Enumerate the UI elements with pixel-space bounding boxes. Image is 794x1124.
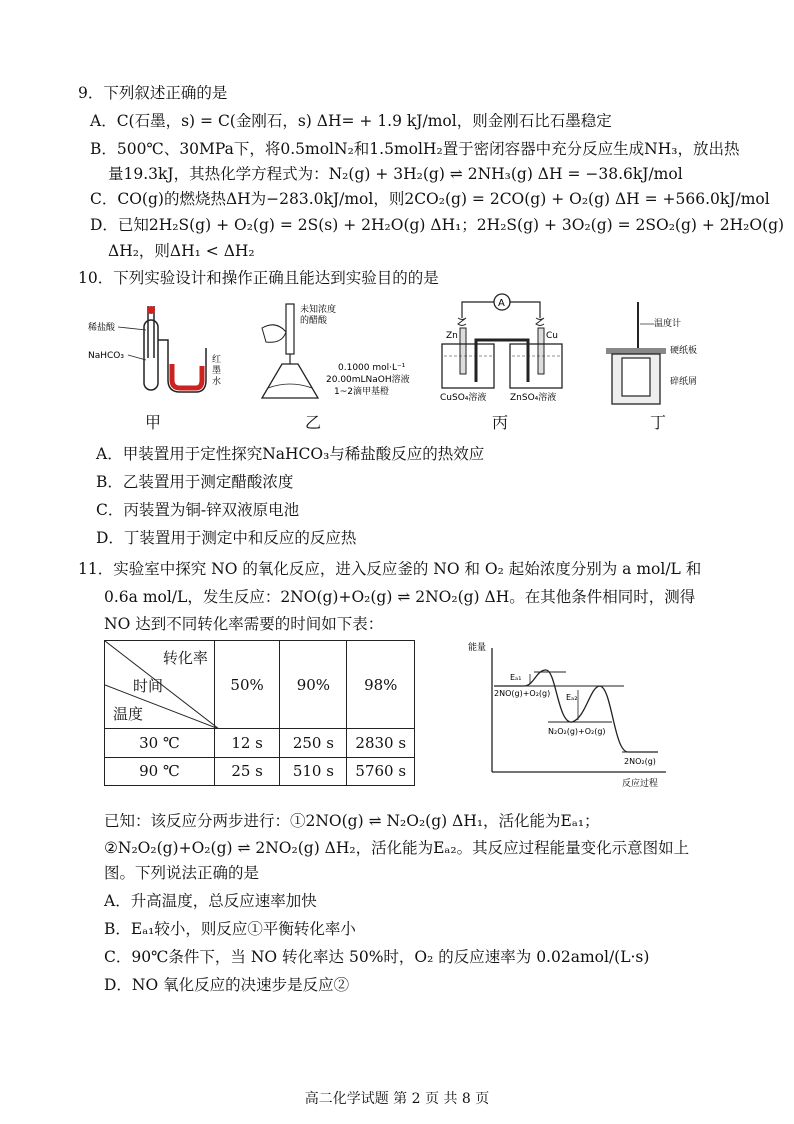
q9-option-d-line1: D．已知2H₂S(g) + O₂(g) = 2S(s) + 2H₂O(g) ΔH₁；2H₂S(g) + 3O₂(g) = 2SO₂(g) + 2H₂O(g): [90, 216, 785, 234]
beaker-right: [510, 344, 562, 388]
row-temp: 90 ℃: [105, 757, 215, 786]
ea1-label: Eₐ₁: [510, 673, 522, 682]
header-time: 时间: [133, 677, 164, 695]
header-conversion: 转化率: [162, 649, 208, 667]
label-acetic-acid: 的醋酸: [300, 316, 328, 326]
conversion-time-table: [104, 640, 415, 786]
q9-option-d-line2: ΔH₂，则ΔH₁ < ΔH₂: [108, 242, 255, 260]
table-row: [105, 757, 415, 786]
q9-option-b-line1: B．500℃、30MPa下，将0.5molN₂和1.5molH₂置于密闭容器中充分反应生成NH₃，放出热: [90, 140, 740, 158]
q9-option-c: C．CO(g)的燃烧热ΔH为−283.0kJ/mol，则2CO₂(g) = 2CO(g) + O₂(g) ΔH = +566.0kJ/mol: [90, 190, 770, 208]
figure-yi-caption: 乙: [305, 413, 322, 432]
col-header: 98%: [347, 641, 415, 729]
label-cardboard: 硬纸板: [670, 346, 698, 356]
label-dilute-hcl: 稀盐酸: [88, 323, 116, 333]
q9-option-a: A．C(石墨，s) = C(金刚石，s) ΔH= + 1.9 kJ/mol，则金刚石比石墨稳定: [90, 112, 612, 130]
q11-known-line2: ②N₂O₂(g)+O₂(g) ⇌ 2NO₂(g) ΔH₂，活化能为Eₐ₂。其反应过程能量变化示意图如上: [104, 839, 690, 857]
q10-option-a: A．甲装置用于定性探究NaHCO₃与稀盐酸反应的热效应: [96, 445, 485, 463]
inner-beaker: [622, 358, 650, 396]
figure-jia: [88, 300, 228, 400]
figure-ding-caption: 丁: [650, 413, 667, 432]
q11-stem-line1: 11．实验室中探究 NO 的氧化反应，进入反应釜的 NO 和 O₂ 起始浓度分别为 a mol/L 和: [78, 560, 702, 578]
q11-stem-line2: 0.6a mol/L，发生反应：2NO(g)+O₂(g) ⇌ 2NO₂(g) ΔH。在其他条件相同时，测得: [104, 588, 696, 606]
label-cu: Cu: [546, 331, 558, 341]
q10-option-d: D．丁装置用于测定中和反应的反应热: [96, 529, 357, 547]
q11-option-a: A．升高温度，总反应速率加快: [104, 892, 317, 910]
figure-bing-caption: 丙: [492, 413, 509, 432]
q10-stem: 10．下列实验设计和操作正确且能达到实验目的的是: [78, 269, 439, 287]
table-cell: 25 s: [214, 757, 279, 786]
header-temperature: 温度: [113, 705, 144, 723]
col-header: 50%: [214, 641, 279, 729]
figure-jia-caption: 甲: [145, 413, 162, 432]
label-red-ink-3: 水: [212, 377, 222, 387]
cardboard: [606, 348, 666, 354]
q11-option-b: B．Eₐ₁较小，则反应①平衡转化率小: [104, 920, 356, 938]
table-cell: 250 s: [280, 729, 347, 758]
state3-label: 2NO₂(g): [624, 757, 656, 766]
label-cuso4: CuSO₄溶液: [440, 393, 487, 403]
conical-flask: [262, 364, 318, 398]
y-axis-label: 能量: [468, 643, 487, 653]
label-nahco3: NaHCO₃: [88, 351, 124, 361]
table-cell: 510 s: [280, 757, 347, 786]
label-paper-scraps: 碎纸屑: [670, 377, 698, 387]
table-header-diagonal: [105, 641, 215, 729]
label-methyl-orange: 1~2滴甲基橙: [334, 387, 389, 397]
table-cell: 2830 s: [347, 729, 415, 758]
x-axis-label: 反应过程: [622, 779, 659, 789]
energy-curve: [494, 670, 658, 752]
q10-option-c: C．丙装置为铜-锌双液原电池: [96, 501, 300, 519]
figure-yi: [252, 298, 412, 404]
table-cell: 5760 s: [347, 757, 415, 786]
q11-option-c: C．90℃条件下，当 NO 转化率达 50%时，O₂ 的反应速率为 0.02amol/(L·s): [104, 948, 650, 966]
label-red-ink-2: 墨: [212, 366, 222, 376]
label-naoh-volume: 20.00mLNaOH溶液: [326, 375, 410, 385]
energy-diagram: [462, 634, 672, 790]
burette: [286, 304, 294, 354]
label-thermometer: 温度计: [654, 319, 682, 329]
state2-label: N₂O₂(g)+O₂(g): [548, 727, 606, 736]
table-cell: 12 s: [214, 729, 279, 758]
ea2-label: Eₐ₂: [566, 693, 578, 702]
q11-known-line3: 图。下列说法正确的是: [104, 864, 260, 882]
test-tube: [144, 320, 158, 390]
figure-bing: [432, 292, 572, 404]
q11-stem-line3: NO 达到不同转化率需要的时间如下表：: [104, 615, 384, 633]
table-row: [105, 729, 415, 758]
row-temp: 30 ℃: [105, 729, 215, 758]
label-zn: Zn: [446, 331, 458, 341]
q9-option-b-line2: 量19.3kJ，其热化学方程式为：N₂(g) + 3H₂(g) ⇌ 2NH₃(g) ΔH = −38.6kJ/mol: [108, 165, 683, 183]
label-naoh-conc: 0.1000 mol·L⁻¹: [338, 363, 406, 373]
state1-label: 2NO(g)+O₂(g): [494, 689, 551, 698]
q11-known-line1: 已知：该反应分两步进行：①2NO(g) ⇌ N₂O₂(g) ΔH₁，活化能为Eₐ₁；: [104, 812, 600, 830]
label-unknown-conc: 未知浓度: [300, 305, 337, 315]
q11-option-d: D．NO 氧化反应的决速步是反应②: [104, 976, 350, 994]
beaker-left: [442, 344, 494, 388]
col-header: 90%: [280, 641, 347, 729]
dropper-bulb: [147, 306, 155, 314]
q9-stem: 9．下列叙述正确的是: [78, 84, 228, 102]
q10-option-b: B．乙装置用于测定醋酸浓度: [96, 473, 294, 491]
salt-bridge: [476, 340, 528, 382]
figure-ding: [602, 298, 712, 406]
label-red-ink-1: 红: [212, 355, 222, 365]
label-znso4: ZnSO₄溶液: [510, 393, 557, 403]
ammeter-label: A: [498, 298, 505, 309]
page-footer: 高二化学试题 第 2 页 共 8 页: [304, 1091, 490, 1107]
